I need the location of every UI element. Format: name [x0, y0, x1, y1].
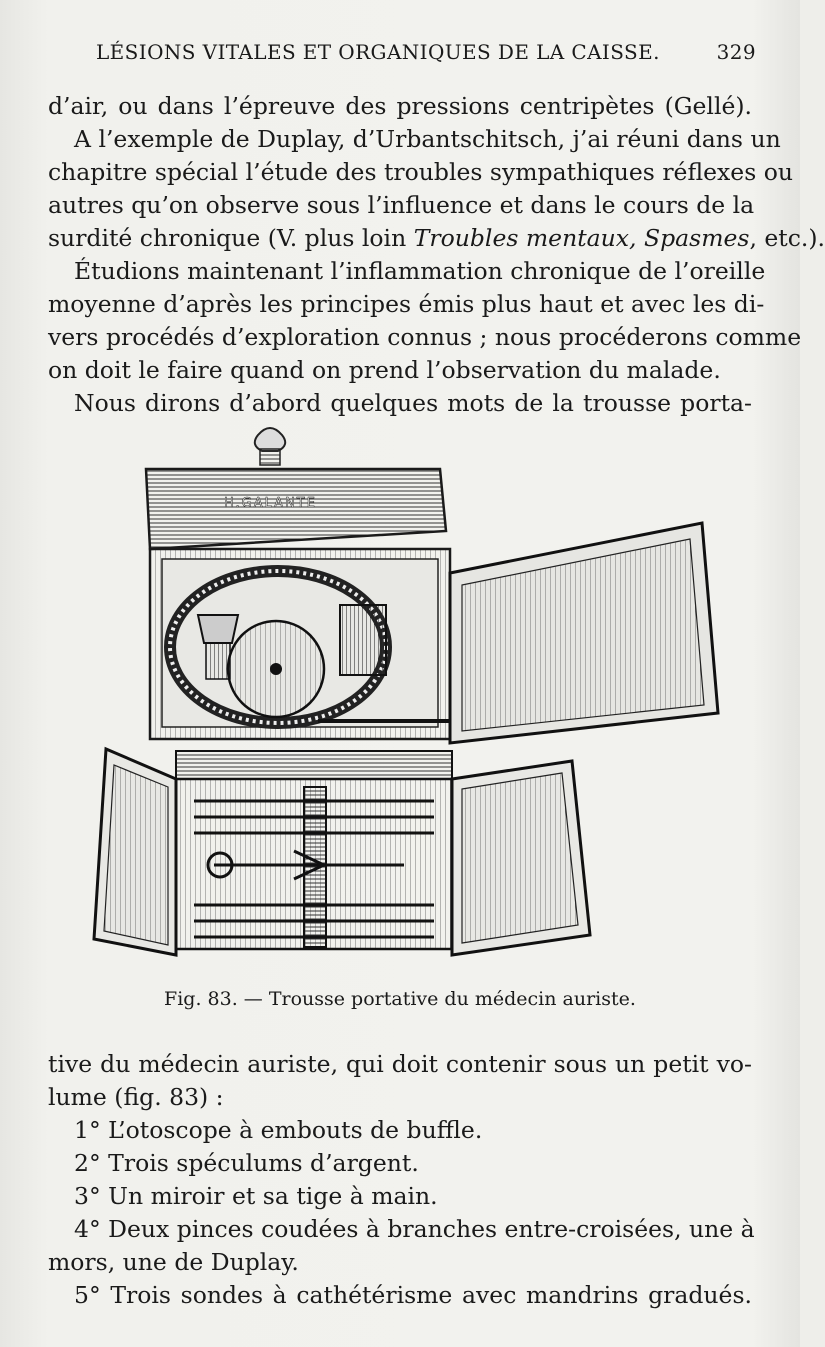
text-line: Nous dirons d’abord quelques mots de la trousse porta-: [74, 389, 752, 417]
lower-right-flap: [452, 761, 590, 955]
running-title: LÉSIONS VITALES ET ORGANIQUES DE LA CAISSE.: [96, 40, 660, 64]
paragraph-block-bottom: [48, 1048, 755, 1312]
otoscope-icon: [198, 615, 238, 643]
italic-title: Troubles mentaux, Spasmes: [413, 224, 750, 252]
text-run: surdité chronique (V. plus loin: [48, 224, 414, 252]
paragraph-block-top: [48, 90, 825, 420]
text-line: chapitre spécial l’étude des troubles sympathiques réflexes ou: [48, 158, 794, 186]
list-item: 5° Trois sondes à cathétérisme avec mandrins gradués.: [74, 1281, 752, 1309]
text-line: moyenne d’après les principes émis plus haut et avec les di-: [48, 290, 765, 318]
text-run: , etc.).: [749, 224, 825, 252]
list-item-continuation: mors, une de Duplay.: [48, 1248, 299, 1276]
list-item: 2° Trois spéculums d’argent.: [74, 1149, 419, 1177]
lower-left-flap: [94, 749, 176, 955]
case-clasp: [255, 428, 285, 465]
text-line: lume (fig. 83) :: [48, 1083, 224, 1111]
page-number: 329: [716, 40, 756, 64]
text-line: [48, 222, 825, 255]
text-line: tive du médecin auriste, qui doit contenir sous un petit vo-: [48, 1050, 752, 1078]
text-line: autres qu’on observe sous l’influence et dans le cours de la: [48, 191, 755, 219]
list-item: 1° L’otoscope à embouts de buffle.: [74, 1116, 483, 1144]
speculum-icon: [340, 605, 386, 675]
text-line: Étudions maintenant l’inflammation chronique de l’oreille: [74, 257, 766, 285]
text-line: A l’exemple de Duplay, d’Urbantschitsch, j’ai réuni dans un: [74, 125, 781, 153]
instrument-case-engraving: [90, 425, 730, 973]
upper-compartment: [150, 549, 494, 739]
text-line: on doit le faire quand on prend l’observation du malade.: [48, 356, 721, 384]
figure-caption: Fig. 83. — Trousse portative du médecin auriste.: [164, 988, 636, 1010]
text-line: vers procédés d’exploration connus ; nous procéderons comme: [48, 323, 802, 351]
list-item: 3° Un miroir et sa tige à main.: [74, 1182, 438, 1210]
upper-right-flap: [450, 523, 718, 743]
text-line: d’air, ou dans l’épreuve des pressions centripètes (Gellé).: [48, 92, 752, 120]
lower-compartment: [176, 751, 452, 949]
case-lid: [146, 469, 446, 549]
maker-label: H.GALANTE: [224, 496, 317, 511]
list-item: 4° Deux pinces coudées à branches entre-croisées, une à: [74, 1215, 755, 1243]
